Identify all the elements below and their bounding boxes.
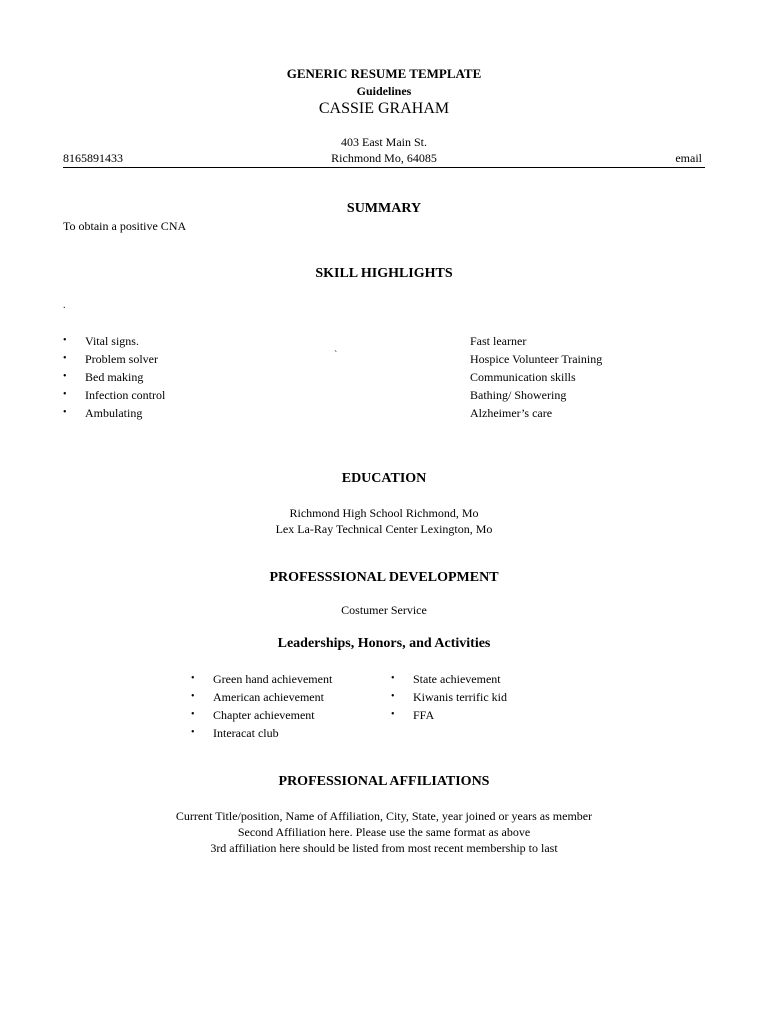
template-subtitle: Guidelines	[356, 84, 412, 98]
bullet-icon: •	[191, 727, 195, 738]
template-title: GENERIC RESUME TEMPLATE	[286, 66, 482, 81]
bullet-icon: •	[63, 407, 67, 418]
activity-label: State achievement	[413, 672, 501, 686]
education-item: Richmond High School Richmond, Mo	[289, 506, 479, 520]
affiliation-line: Second Affiliation here. Please use the same format as above	[237, 825, 531, 839]
professional-development-text: Costumer Service	[341, 603, 427, 617]
professional-development-heading: PROFESSSIONAL DEVELOPMENT	[269, 570, 499, 585]
education-item: Lex La-Ray Technical Center Lexington, Mo	[275, 522, 493, 536]
bullet-icon: •	[63, 353, 67, 364]
email-text: email	[675, 151, 702, 165]
bullet-icon: •	[63, 371, 67, 382]
list-item: Bathing/ Showering	[470, 388, 567, 402]
activity-label: Kiwanis terrific kid	[413, 690, 507, 704]
skill-label: Problem solver	[85, 352, 158, 366]
address-line-2: Richmond Mo, 64085	[331, 151, 437, 165]
phone-number: 8165891433	[63, 151, 123, 165]
activity-label: Interacat club	[213, 726, 279, 740]
skill-label: Ambulating	[85, 406, 143, 420]
skills-heading: SKILL HIGHLIGHTS	[315, 266, 453, 281]
list-item: Fast learner	[470, 334, 527, 348]
activity-label: American achievement	[213, 690, 324, 704]
bullet-icon: •	[191, 673, 195, 684]
list-item: Hospice Volunteer Training	[470, 352, 603, 366]
bullet-icon: •	[63, 335, 67, 346]
bullet-icon: •	[391, 691, 395, 702]
affiliation-line: 3rd affiliation here should be listed from most recent membership to last	[210, 841, 558, 855]
stray-dot: .	[63, 300, 66, 311]
bullet-icon: •	[391, 709, 395, 720]
education-heading: EDUCATION	[341, 471, 427, 486]
activity-label: Green hand achievement	[213, 672, 333, 686]
bullet-icon: •	[63, 389, 67, 400]
stray-tick: `	[334, 350, 338, 361]
header-divider	[63, 167, 705, 168]
affiliation-line: Current Title/position, Name of Affiliation, City, State, year joined or years as member	[175, 809, 593, 823]
skill-label: Bed making	[85, 370, 144, 384]
bullet-icon: •	[191, 691, 195, 702]
skills-right-list	[470, 332, 602, 422]
list-item: Alzheimer’s care	[470, 406, 553, 420]
summary-heading: SUMMARY	[346, 201, 422, 216]
activity-label: Chapter achievement	[213, 708, 315, 722]
list-item: Communication skills	[470, 370, 576, 384]
bullet-icon: •	[391, 673, 395, 684]
bullet-icon: •	[191, 709, 195, 720]
activity-label: FFA	[413, 708, 435, 722]
candidate-name: CASSIE GRAHAM	[318, 100, 450, 117]
summary-text: To obtain a positive CNA	[63, 219, 187, 233]
affiliations-heading: PROFESSIONAL AFFILIATIONS	[278, 774, 490, 789]
skill-label: Infection control	[85, 388, 166, 402]
skill-label: Vital signs.	[85, 334, 139, 348]
leadership-heading: Leaderships, Honors, and Activities	[277, 636, 491, 651]
address-line-1: 403 East Main St.	[341, 135, 427, 149]
